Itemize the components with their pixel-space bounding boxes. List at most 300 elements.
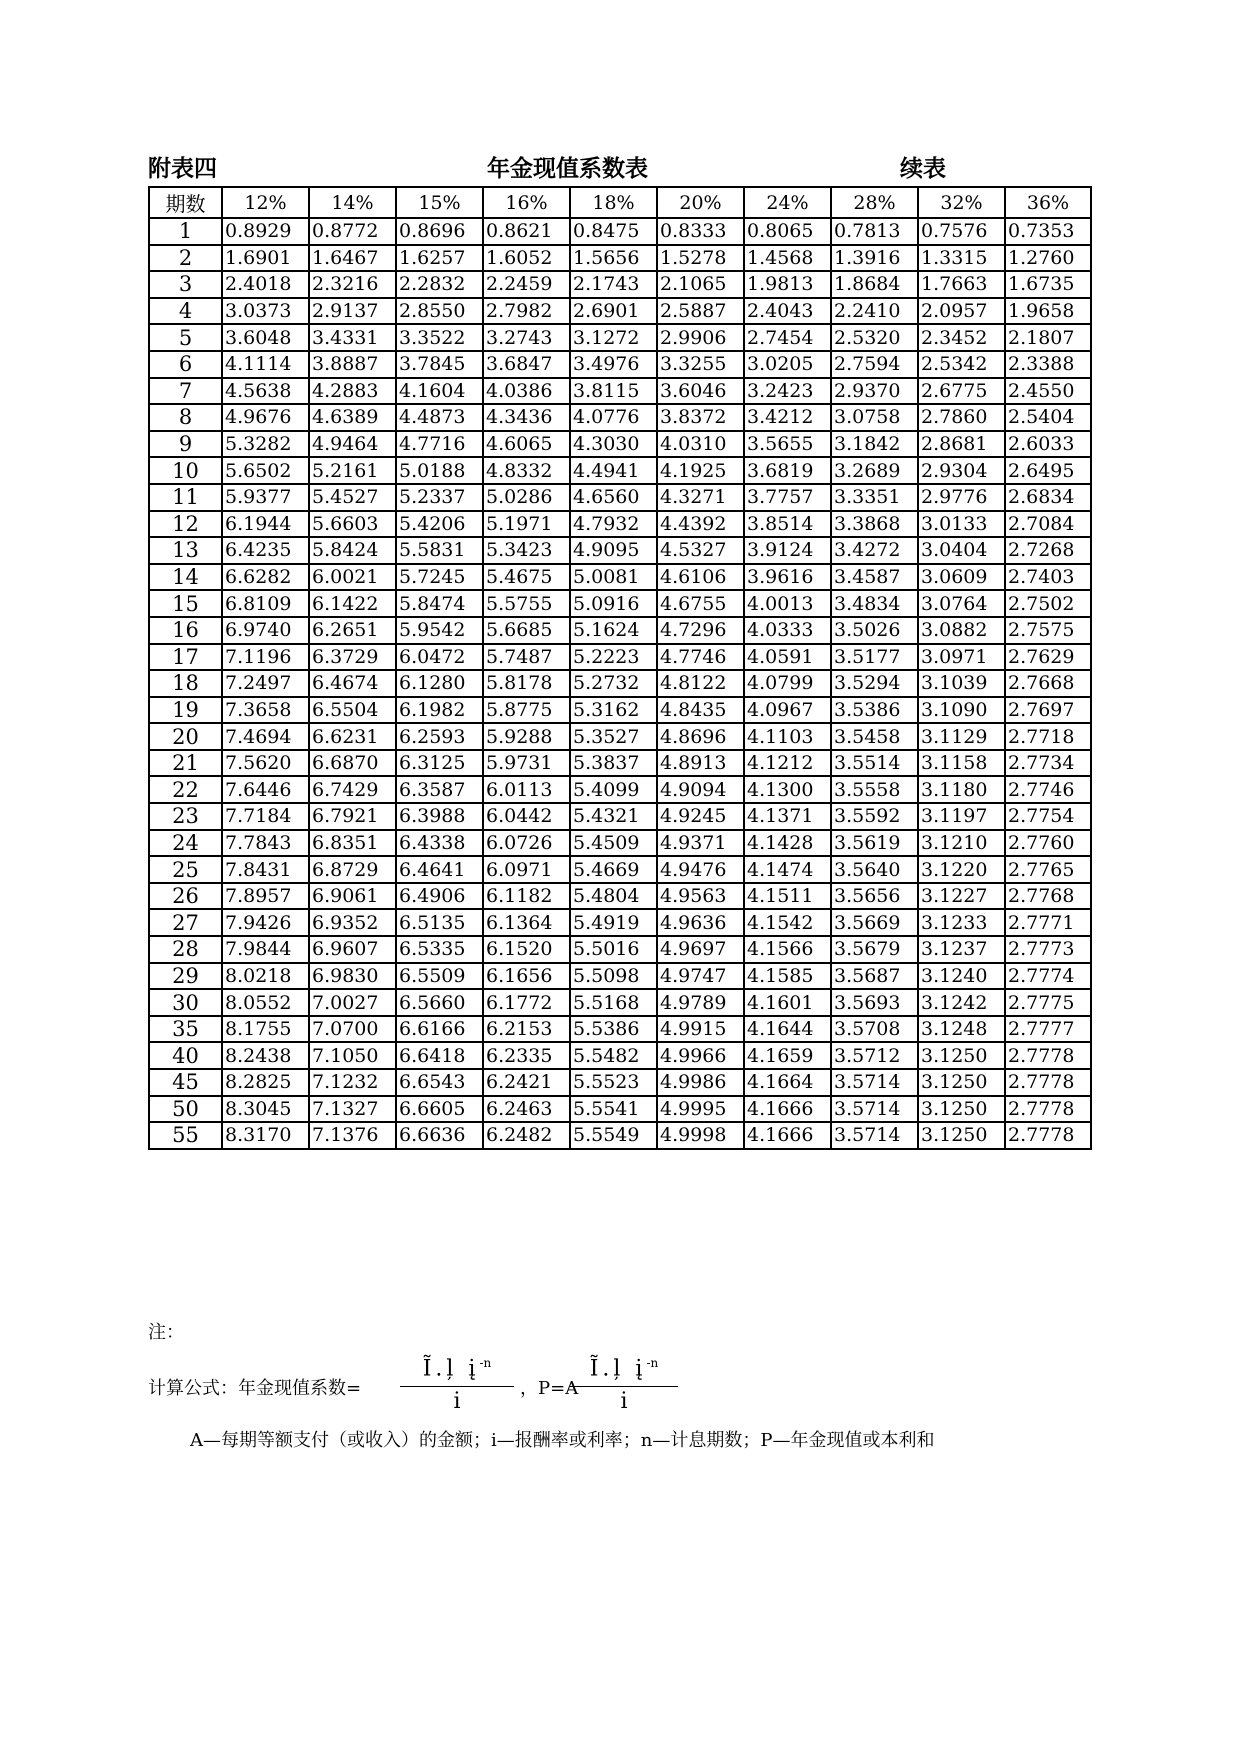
factor-cell: 3.1237 bbox=[918, 936, 1005, 963]
factor-cell: 0.7353 bbox=[1005, 218, 1091, 245]
factor-cell: 8.1755 bbox=[222, 1016, 309, 1043]
factor-cell: 3.5714 bbox=[831, 1069, 918, 1096]
factor-cell: 5.7487 bbox=[483, 644, 570, 671]
period-cell: 24 bbox=[149, 830, 222, 857]
factor-cell: 3.5655 bbox=[744, 431, 831, 458]
period-cell: 14 bbox=[149, 564, 222, 591]
period-cell: 8 bbox=[149, 404, 222, 431]
table-row bbox=[149, 963, 1091, 990]
factor-cell: 5.4321 bbox=[570, 803, 657, 830]
factor-cell: 5.9377 bbox=[222, 484, 309, 511]
factor-cell: 8.2438 bbox=[222, 1042, 309, 1069]
factor-cell: 3.1180 bbox=[918, 776, 1005, 803]
factor-cell: 5.5482 bbox=[570, 1042, 657, 1069]
factor-cell: 2.9137 bbox=[309, 298, 396, 325]
factor-cell: 6.1656 bbox=[483, 963, 570, 990]
factor-cell: 2.7778 bbox=[1005, 1096, 1091, 1123]
table-row bbox=[149, 298, 1091, 325]
factor-cell: 2.8681 bbox=[918, 431, 1005, 458]
factor-cell: 4.0776 bbox=[570, 404, 657, 431]
table-row bbox=[149, 351, 1091, 378]
rate-column-header: 16% bbox=[483, 187, 570, 218]
factor-cell: 2.6495 bbox=[1005, 457, 1091, 484]
factor-cell: 5.3423 bbox=[483, 537, 570, 564]
factor-cell: 5.5549 bbox=[570, 1122, 657, 1149]
factor-cell: 1.6901 bbox=[222, 245, 309, 272]
table-row bbox=[149, 803, 1091, 830]
factor-cell: 0.7813 bbox=[831, 218, 918, 245]
factor-cell: 5.1624 bbox=[570, 617, 657, 644]
factor-cell: 7.7843 bbox=[222, 830, 309, 857]
factor-cell: 3.1197 bbox=[918, 803, 1005, 830]
factor-cell: 5.8775 bbox=[483, 697, 570, 724]
factor-cell: 3.5558 bbox=[831, 776, 918, 803]
table-row bbox=[149, 1016, 1091, 1043]
factor-cell: 7.8957 bbox=[222, 883, 309, 910]
factor-cell: 6.1182 bbox=[483, 883, 570, 910]
factor-cell: 1.3916 bbox=[831, 245, 918, 272]
factor-cell: 4.4941 bbox=[570, 457, 657, 484]
variable-legend: A—每期等额支付（或收入）的金额；i—报酬率或利率；n—计息期数；P—年金现值或本利和 bbox=[190, 1430, 935, 1451]
period-cell: 20 bbox=[149, 723, 222, 750]
factor-cell: 3.0758 bbox=[831, 404, 918, 431]
period-cell: 4 bbox=[149, 298, 222, 325]
factor-cell: 1.2760 bbox=[1005, 245, 1091, 272]
factor-cell: 2.7454 bbox=[744, 324, 831, 351]
factor-cell: 6.9830 bbox=[309, 963, 396, 990]
factor-cell: 3.5458 bbox=[831, 723, 918, 750]
period-cell: 2 bbox=[149, 245, 222, 272]
factor-cell: 4.0799 bbox=[744, 670, 831, 697]
table-row bbox=[149, 457, 1091, 484]
period-cell: 30 bbox=[149, 989, 222, 1016]
factor-cell: 5.2732 bbox=[570, 670, 657, 697]
header-row bbox=[149, 187, 1091, 218]
factor-cell: 4.6389 bbox=[309, 404, 396, 431]
factor-cell: 3.5386 bbox=[831, 697, 918, 724]
factor-cell: 4.1428 bbox=[744, 830, 831, 857]
factor-cell: 6.1944 bbox=[222, 511, 309, 538]
factor-cell: 3.5656 bbox=[831, 883, 918, 910]
formula-fraction-p bbox=[570, 1356, 678, 1416]
factor-cell: 4.7932 bbox=[570, 511, 657, 538]
table-row bbox=[149, 856, 1091, 883]
factor-cell: 5.8424 bbox=[309, 537, 396, 564]
factor-cell: 2.7771 bbox=[1005, 909, 1091, 936]
factor-cell: 2.7734 bbox=[1005, 750, 1091, 777]
factor-cell: 7.6446 bbox=[222, 776, 309, 803]
table-row bbox=[149, 245, 1091, 272]
factor-cell: 3.5708 bbox=[831, 1016, 918, 1043]
factor-cell: 4.9636 bbox=[657, 909, 744, 936]
factor-cell: 4.9245 bbox=[657, 803, 744, 830]
factor-cell: 4.9966 bbox=[657, 1042, 744, 1069]
factor-cell: 2.7760 bbox=[1005, 830, 1091, 857]
factor-cell: 3.5679 bbox=[831, 936, 918, 963]
factor-cell: 3.0373 bbox=[222, 298, 309, 325]
factor-cell: 6.5135 bbox=[396, 909, 483, 936]
factor-cell: 6.1422 bbox=[309, 590, 396, 617]
factor-cell: 3.1227 bbox=[918, 883, 1005, 910]
factor-cell: 3.0764 bbox=[918, 590, 1005, 617]
factor-cell: 2.6901 bbox=[570, 298, 657, 325]
factor-cell: 5.5098 bbox=[570, 963, 657, 990]
factor-cell: 5.5541 bbox=[570, 1096, 657, 1123]
factor-cell: 2.7775 bbox=[1005, 989, 1091, 1016]
factor-cell: 4.9915 bbox=[657, 1016, 744, 1043]
factor-cell: 3.5714 bbox=[831, 1122, 918, 1149]
table-row bbox=[149, 883, 1091, 910]
factor-cell: 3.1129 bbox=[918, 723, 1005, 750]
table-title: 年金现值系数表 bbox=[487, 156, 648, 182]
factor-cell: 4.5638 bbox=[222, 378, 309, 405]
factor-cell: 6.3587 bbox=[396, 776, 483, 803]
factor-cell: 3.8372 bbox=[657, 404, 744, 431]
factor-cell: 2.7778 bbox=[1005, 1069, 1091, 1096]
factor-cell: 4.4873 bbox=[396, 404, 483, 431]
factor-cell: 6.6231 bbox=[309, 723, 396, 750]
table-head bbox=[149, 187, 1091, 218]
factor-cell: 4.9986 bbox=[657, 1069, 744, 1096]
factor-cell: 7.0027 bbox=[309, 989, 396, 1016]
factor-cell: 1.6735 bbox=[1005, 271, 1091, 298]
factor-cell: 5.1971 bbox=[483, 511, 570, 538]
factor-cell: 3.1250 bbox=[918, 1069, 1005, 1096]
factor-cell: 1.7663 bbox=[918, 271, 1005, 298]
factor-cell: 0.8475 bbox=[570, 218, 657, 245]
factor-cell: 3.4834 bbox=[831, 590, 918, 617]
factor-cell: 2.9370 bbox=[831, 378, 918, 405]
rate-column-header: 14% bbox=[309, 187, 396, 218]
period-cell: 3 bbox=[149, 271, 222, 298]
factor-cell: 5.5168 bbox=[570, 989, 657, 1016]
factor-cell: 6.3125 bbox=[396, 750, 483, 777]
factor-cell: 6.6636 bbox=[396, 1122, 483, 1149]
factor-cell: 2.7768 bbox=[1005, 883, 1091, 910]
period-cell: 25 bbox=[149, 856, 222, 883]
fraction-exponent-p: -n bbox=[646, 1356, 659, 1370]
factor-cell: 5.6502 bbox=[222, 457, 309, 484]
factor-cell: 3.6819 bbox=[744, 457, 831, 484]
factor-cell: 1.6257 bbox=[396, 245, 483, 272]
factor-cell: 3.0971 bbox=[918, 644, 1005, 671]
factor-cell: 4.9095 bbox=[570, 537, 657, 564]
factor-cell: 3.4587 bbox=[831, 564, 918, 591]
rate-column-header: 12% bbox=[222, 187, 309, 218]
rate-column-header: 32% bbox=[918, 187, 1005, 218]
rate-column-header: 18% bbox=[570, 187, 657, 218]
factor-cell: 6.4906 bbox=[396, 883, 483, 910]
factor-cell: 8.0552 bbox=[222, 989, 309, 1016]
factor-cell: 0.8621 bbox=[483, 218, 570, 245]
factor-cell: 7.8431 bbox=[222, 856, 309, 883]
factor-cell: 4.2883 bbox=[309, 378, 396, 405]
factor-cell: 2.3216 bbox=[309, 271, 396, 298]
factor-cell: 5.7245 bbox=[396, 564, 483, 591]
factor-cell: 6.1982 bbox=[396, 697, 483, 724]
factor-cell: 6.0021 bbox=[309, 564, 396, 591]
factor-cell: 3.4212 bbox=[744, 404, 831, 431]
factor-cell: 5.5016 bbox=[570, 936, 657, 963]
factor-cell: 4.1659 bbox=[744, 1042, 831, 1069]
factor-cell: 2.2459 bbox=[483, 271, 570, 298]
factor-cell: 5.3162 bbox=[570, 697, 657, 724]
factor-cell: 3.8887 bbox=[309, 351, 396, 378]
factor-cell: 6.1520 bbox=[483, 936, 570, 963]
factor-cell: 8.2825 bbox=[222, 1069, 309, 1096]
factor-cell: 1.8684 bbox=[831, 271, 918, 298]
factor-cell: 5.2223 bbox=[570, 644, 657, 671]
factor-cell: 6.9061 bbox=[309, 883, 396, 910]
period-cell: 15 bbox=[149, 590, 222, 617]
factor-cell: 5.6685 bbox=[483, 617, 570, 644]
table-row bbox=[149, 697, 1091, 724]
factor-cell: 4.1300 bbox=[744, 776, 831, 803]
table-row bbox=[149, 271, 1091, 298]
factor-cell: 7.0700 bbox=[309, 1016, 396, 1043]
fraction-numerator: Ĩ.ļ $į^{-n}$ bbox=[422, 1356, 492, 1382]
factor-cell: 2.6033 bbox=[1005, 431, 1091, 458]
table-row bbox=[149, 617, 1091, 644]
factor-cell: 3.5714 bbox=[831, 1096, 918, 1123]
factor-cell: 3.8514 bbox=[744, 511, 831, 538]
factor-cell: 4.1103 bbox=[744, 723, 831, 750]
factor-cell: 5.4919 bbox=[570, 909, 657, 936]
factor-cell: 2.7668 bbox=[1005, 670, 1091, 697]
factor-cell: 4.1542 bbox=[744, 909, 831, 936]
factor-cell: 4.1212 bbox=[744, 750, 831, 777]
factor-cell: 2.1065 bbox=[657, 271, 744, 298]
factor-cell: 4.3436 bbox=[483, 404, 570, 431]
factor-cell: 2.5887 bbox=[657, 298, 744, 325]
table-row bbox=[149, 218, 1091, 245]
factor-cell: 1.6467 bbox=[309, 245, 396, 272]
factor-cell: 3.5669 bbox=[831, 909, 918, 936]
factor-cell: 4.9464 bbox=[309, 431, 396, 458]
factor-cell: 6.3729 bbox=[309, 644, 396, 671]
factor-cell: 6.2463 bbox=[483, 1096, 570, 1123]
factor-cell: 4.9697 bbox=[657, 936, 744, 963]
factor-cell: 1.3315 bbox=[918, 245, 1005, 272]
factor-cell: 6.6605 bbox=[396, 1096, 483, 1123]
factor-cell: 0.8333 bbox=[657, 218, 744, 245]
factor-cell: 5.0081 bbox=[570, 564, 657, 591]
formula-fraction bbox=[400, 1356, 514, 1416]
factor-cell: 2.6834 bbox=[1005, 484, 1091, 511]
factor-cell: 6.5509 bbox=[396, 963, 483, 990]
factor-cell: 4.1566 bbox=[744, 936, 831, 963]
factor-cell: 6.2153 bbox=[483, 1016, 570, 1043]
factor-cell: 4.0386 bbox=[483, 378, 570, 405]
factor-cell: 3.4976 bbox=[570, 351, 657, 378]
factor-cell: 2.7982 bbox=[483, 298, 570, 325]
period-cell: 13 bbox=[149, 537, 222, 564]
note-label: 注： bbox=[148, 1322, 184, 1343]
factor-cell: 5.9542 bbox=[396, 617, 483, 644]
factor-cell: 0.8772 bbox=[309, 218, 396, 245]
factor-cell: 4.1604 bbox=[396, 378, 483, 405]
factor-cell: 2.9304 bbox=[918, 457, 1005, 484]
factor-cell: 3.6046 bbox=[657, 378, 744, 405]
factor-cell: 2.7765 bbox=[1005, 856, 1091, 883]
factor-cell: 3.1220 bbox=[918, 856, 1005, 883]
factor-cell: 4.1114 bbox=[222, 351, 309, 378]
factor-cell: 3.6048 bbox=[222, 324, 309, 351]
factor-cell: 2.7629 bbox=[1005, 644, 1091, 671]
factor-cell: 4.7716 bbox=[396, 431, 483, 458]
factor-cell: 2.7860 bbox=[918, 404, 1005, 431]
rate-column-header: 24% bbox=[744, 187, 831, 218]
factor-cell: 4.9676 bbox=[222, 404, 309, 431]
factor-cell: 5.4099 bbox=[570, 776, 657, 803]
factor-cell: 5.3527 bbox=[570, 723, 657, 750]
table-row bbox=[149, 537, 1091, 564]
rate-column-header: 15% bbox=[396, 187, 483, 218]
factor-cell: 5.5755 bbox=[483, 590, 570, 617]
factor-cell: 2.7268 bbox=[1005, 537, 1091, 564]
factor-cell: 3.1039 bbox=[918, 670, 1005, 697]
factor-cell: 2.1807 bbox=[1005, 324, 1091, 351]
table-row bbox=[149, 564, 1091, 591]
factor-cell: 5.4527 bbox=[309, 484, 396, 511]
period-cell: 45 bbox=[149, 1069, 222, 1096]
factor-cell: 6.6282 bbox=[222, 564, 309, 591]
period-cell: 1 bbox=[149, 218, 222, 245]
factor-cell: 6.2651 bbox=[309, 617, 396, 644]
table-row bbox=[149, 909, 1091, 936]
factor-cell: 1.6052 bbox=[483, 245, 570, 272]
period-cell: 5 bbox=[149, 324, 222, 351]
factor-cell: 3.1250 bbox=[918, 1042, 1005, 1069]
period-cell: 55 bbox=[149, 1122, 222, 1149]
factor-cell: 6.9607 bbox=[309, 936, 396, 963]
factor-cell: 4.8696 bbox=[657, 723, 744, 750]
factor-cell: 4.9476 bbox=[657, 856, 744, 883]
table-row bbox=[149, 1122, 1091, 1149]
factor-cell: 0.8065 bbox=[744, 218, 831, 245]
factor-cell: 6.0971 bbox=[483, 856, 570, 883]
factor-cell: 4.1666 bbox=[744, 1122, 831, 1149]
factor-cell: 4.9789 bbox=[657, 989, 744, 1016]
formula-separator: ，P=A bbox=[520, 1378, 579, 1399]
factor-cell: 3.0609 bbox=[918, 564, 1005, 591]
factor-cell: 8.3170 bbox=[222, 1122, 309, 1149]
factor-cell: 0.8696 bbox=[396, 218, 483, 245]
factor-cell: 7.1232 bbox=[309, 1069, 396, 1096]
table-row bbox=[149, 590, 1091, 617]
factor-cell: 7.9844 bbox=[222, 936, 309, 963]
factor-cell: 4.6106 bbox=[657, 564, 744, 591]
table-row bbox=[149, 830, 1091, 857]
factor-cell: 3.3522 bbox=[396, 324, 483, 351]
table-row bbox=[149, 989, 1091, 1016]
factor-cell: 4.4392 bbox=[657, 511, 744, 538]
factor-cell: 2.7403 bbox=[1005, 564, 1091, 591]
factor-cell: 2.5404 bbox=[1005, 404, 1091, 431]
factor-cell: 4.0310 bbox=[657, 431, 744, 458]
factor-cell: 4.9563 bbox=[657, 883, 744, 910]
factor-cell: 3.1842 bbox=[831, 431, 918, 458]
factor-cell: 2.3388 bbox=[1005, 351, 1091, 378]
factor-cell: 3.8115 bbox=[570, 378, 657, 405]
factor-cell: 3.5687 bbox=[831, 963, 918, 990]
factor-cell: 2.7746 bbox=[1005, 776, 1091, 803]
factor-cell: 3.5177 bbox=[831, 644, 918, 671]
factor-cell: 2.1743 bbox=[570, 271, 657, 298]
factor-cell: 3.5619 bbox=[831, 830, 918, 857]
factor-cell: 4.9747 bbox=[657, 963, 744, 990]
factor-cell: 4.9371 bbox=[657, 830, 744, 857]
period-cell: 19 bbox=[149, 697, 222, 724]
factor-cell: 3.5592 bbox=[831, 803, 918, 830]
factor-cell: 6.6418 bbox=[396, 1042, 483, 1069]
factor-cell: 2.5320 bbox=[831, 324, 918, 351]
factor-cell: 3.1158 bbox=[918, 750, 1005, 777]
factor-cell: 1.4568 bbox=[744, 245, 831, 272]
factor-cell: 7.2497 bbox=[222, 670, 309, 697]
factor-cell: 6.8351 bbox=[309, 830, 396, 857]
factor-cell: 4.1371 bbox=[744, 803, 831, 830]
factor-cell: 3.1250 bbox=[918, 1096, 1005, 1123]
factor-cell: 5.3282 bbox=[222, 431, 309, 458]
period-cell: 22 bbox=[149, 776, 222, 803]
factor-cell: 6.1364 bbox=[483, 909, 570, 936]
factor-cell: 4.1601 bbox=[744, 989, 831, 1016]
factor-cell: 6.3988 bbox=[396, 803, 483, 830]
factor-cell: 6.9352 bbox=[309, 909, 396, 936]
factor-cell: 3.9616 bbox=[744, 564, 831, 591]
factor-cell: 3.1248 bbox=[918, 1016, 1005, 1043]
table-row bbox=[149, 723, 1091, 750]
rate-column-header: 28% bbox=[831, 187, 918, 218]
factor-cell: 3.3351 bbox=[831, 484, 918, 511]
factor-cell: 6.1280 bbox=[396, 670, 483, 697]
factor-cell: 2.4043 bbox=[744, 298, 831, 325]
factor-cell: 6.5504 bbox=[309, 697, 396, 724]
factor-cell: 2.2410 bbox=[831, 298, 918, 325]
factor-cell: 5.4206 bbox=[396, 511, 483, 538]
fraction-exponent: -n bbox=[479, 1356, 492, 1370]
factor-cell: 2.9776 bbox=[918, 484, 1005, 511]
factor-cell: 6.1772 bbox=[483, 989, 570, 1016]
factor-cell: 3.1210 bbox=[918, 830, 1005, 857]
factor-cell: 7.1050 bbox=[309, 1042, 396, 1069]
period-cell: 6 bbox=[149, 351, 222, 378]
table-row bbox=[149, 404, 1091, 431]
factor-cell: 7.4694 bbox=[222, 723, 309, 750]
factor-cell: 2.5342 bbox=[918, 351, 1005, 378]
table-row bbox=[149, 511, 1091, 538]
factor-cell: 2.7773 bbox=[1005, 936, 1091, 963]
factor-cell: 6.7429 bbox=[309, 776, 396, 803]
factor-cell: 4.1644 bbox=[744, 1016, 831, 1043]
factor-cell: 6.6870 bbox=[309, 750, 396, 777]
factor-cell: 4.0591 bbox=[744, 644, 831, 671]
factor-cell: 4.6755 bbox=[657, 590, 744, 617]
factor-cell: 2.7502 bbox=[1005, 590, 1091, 617]
factor-cell: 6.9740 bbox=[222, 617, 309, 644]
factor-cell: 3.1240 bbox=[918, 963, 1005, 990]
factor-cell: 4.6065 bbox=[483, 431, 570, 458]
period-cell: 10 bbox=[149, 457, 222, 484]
factor-cell: 3.6847 bbox=[483, 351, 570, 378]
factor-cell: 3.1250 bbox=[918, 1122, 1005, 1149]
factor-cell: 4.1511 bbox=[744, 883, 831, 910]
formula-line bbox=[148, 1356, 848, 1416]
period-cell: 23 bbox=[149, 803, 222, 830]
factor-cell: 2.7084 bbox=[1005, 511, 1091, 538]
factor-cell: 2.4550 bbox=[1005, 378, 1091, 405]
